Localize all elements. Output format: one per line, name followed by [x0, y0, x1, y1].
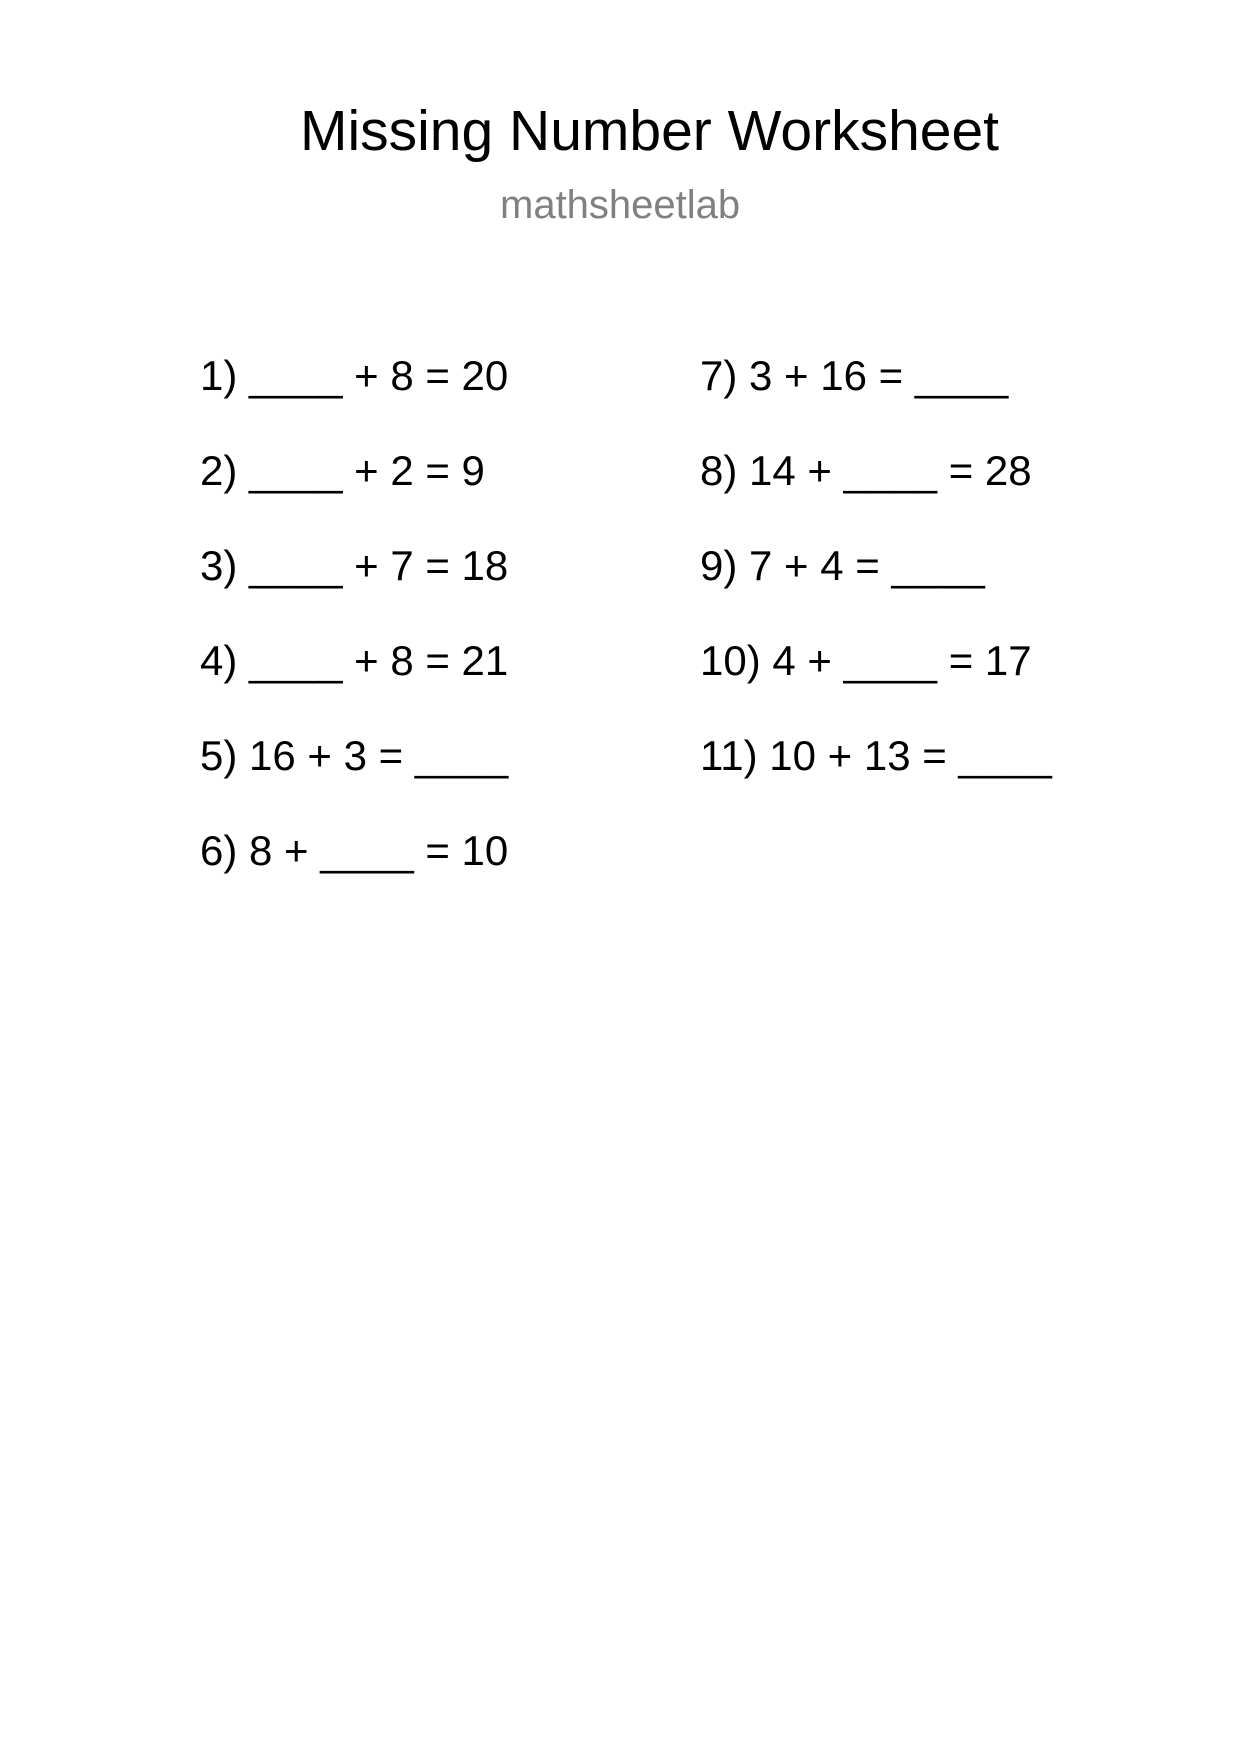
problem-3: 3) ____ + 7 = 18 — [200, 542, 509, 589]
problem-2: 2) ____ + 2 = 9 — [200, 447, 485, 494]
problem-1: 1) ____ + 8 = 20 — [200, 352, 509, 399]
problem-6: 6) 8 + ____ = 10 — [200, 827, 509, 874]
problem-8: 8) 14 + ____ = 28 — [700, 447, 1032, 494]
problem-9: 9) 7 + 4 = ____ — [700, 542, 985, 589]
problem-5: 5) 16 + 3 = ____ — [200, 732, 509, 779]
worksheet-subtitle: mathsheetlab — [500, 183, 741, 227]
problem-7: 7) 3 + 16 = ____ — [700, 352, 1009, 399]
problem-10: 10) 4 + ____ = 17 — [700, 637, 1032, 684]
worksheet-title: Missing Number Worksheet — [300, 99, 1000, 163]
problem-4: 4) ____ + 8 = 21 — [200, 637, 509, 684]
problem-11: 11) 10 + 13 = ____ — [700, 732, 1052, 779]
